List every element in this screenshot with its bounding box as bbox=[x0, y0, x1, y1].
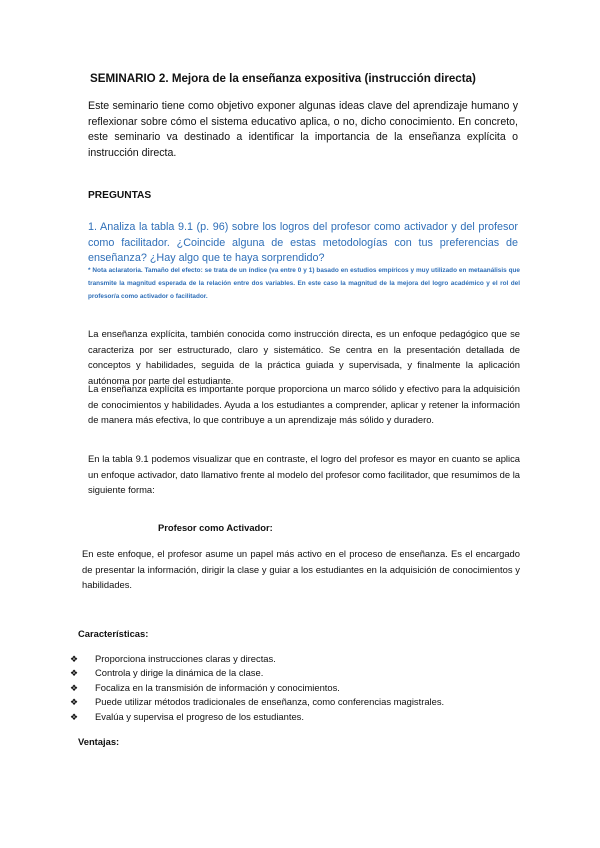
intro-paragraph: Este seminario tiene como objetivo exponer algunas ideas clave del aprendizaje humano y reflexionar sobre cómo el sistema educativo aplica, o no, dicho conocimiento. En concreto, este seminario va destinado a identificar la importancia de la enseñanza explícita o instrucción directa. bbox=[88, 100, 518, 159]
list-item: ❖ Focaliza en la transmisión de información y conocimientos. bbox=[70, 681, 444, 695]
diamond-bullet-icon: ❖ bbox=[70, 668, 79, 679]
answer-paragraph-3: En la tabla 9.1 podemos visualizar que en contraste, el logro del profesor es mayor en cuanto se aplica un enfoque activador, dato llamativo frente al modelo del profesor como facilitador, que resumimos de la siguiente forma: bbox=[88, 453, 521, 496]
preguntas-heading: PREGUNTAS bbox=[88, 190, 152, 201]
list-item: ❖ Controla y dirige la dinámica de la clase. bbox=[70, 666, 444, 680]
activator-subheading: Profesor como Activador: bbox=[158, 522, 273, 533]
list-item: ❖ Evalúa y supervisa el progreso de los estudiantes. bbox=[70, 710, 444, 724]
caracteristicas-label: Características: bbox=[78, 628, 149, 639]
diamond-bullet-icon: ❖ bbox=[70, 682, 79, 693]
answer-paragraph-2: La enseñanza explícita es importante porque proporciona un marco sólido y efectivo para la adquisición de conocimientos y habilidades. Ayuda a los estudiantes a comprender, aplicar y retener la información de manera más efectiva, lo que contribuye a un aprendizaje más sólido y duradero. bbox=[88, 383, 520, 426]
answer-paragraph-1: La enseñanza explícita, también conocida como instrucción directa, es un enfoque pedagógico que se caracteriza por ser estructurado, claro y sistemático. Se centra en la presentación detallada de conceptos y habilidades, seguida de la práctica guiada y supervisada, y finalmente la aplicación autónoma por parte del estudiante. bbox=[88, 328, 520, 386]
list-item: ❖ Puede utilizar métodos tradicionales de enseñanza, como conferencias magistrales. bbox=[70, 695, 444, 709]
activator-paragraph: En este enfoque, el profesor asume un papel más activo en el proceso de enseñanza. Es el encargado de presentar la información, dirigir la clase y guiar a los estudiantes en la adquisición de conocimientos y habilidades. bbox=[82, 548, 520, 591]
list-item: ❖ Proporciona instrucciones claras y directas. bbox=[70, 652, 444, 666]
question-1: 1. Analiza la tabla 9.1 (p. 96) sobre los logros del profesor como activador y del profesor como facilitador. ¿Coincide alguna de estas metodologías con tus preferencias de enseñanza? ¿Hay algo que te haya sorprendido? bbox=[88, 221, 518, 264]
caracteristicas-list bbox=[70, 652, 444, 724]
ventajas-label: Ventajas: bbox=[78, 736, 120, 747]
page-title: SEMINARIO 2. Mejora de la enseñanza expositiva (instrucción directa) bbox=[90, 72, 476, 85]
diamond-bullet-icon: ❖ bbox=[70, 711, 79, 722]
clarifying-note: * Nota aclaratoria. Tamaño del efecto: se trata de un índice (va entre 0 y 1) basado en estudios empíricos y muy utilizado en metaanálisis que transmite la magnitud esperada de la relación entre dos variables. En este caso la magnitud de la mejora del logro académico y el rol del profesor/a como activador o facilitador. bbox=[88, 267, 520, 300]
diamond-bullet-icon: ❖ bbox=[70, 654, 79, 664]
diamond-bullet-icon: ❖ bbox=[70, 697, 79, 708]
